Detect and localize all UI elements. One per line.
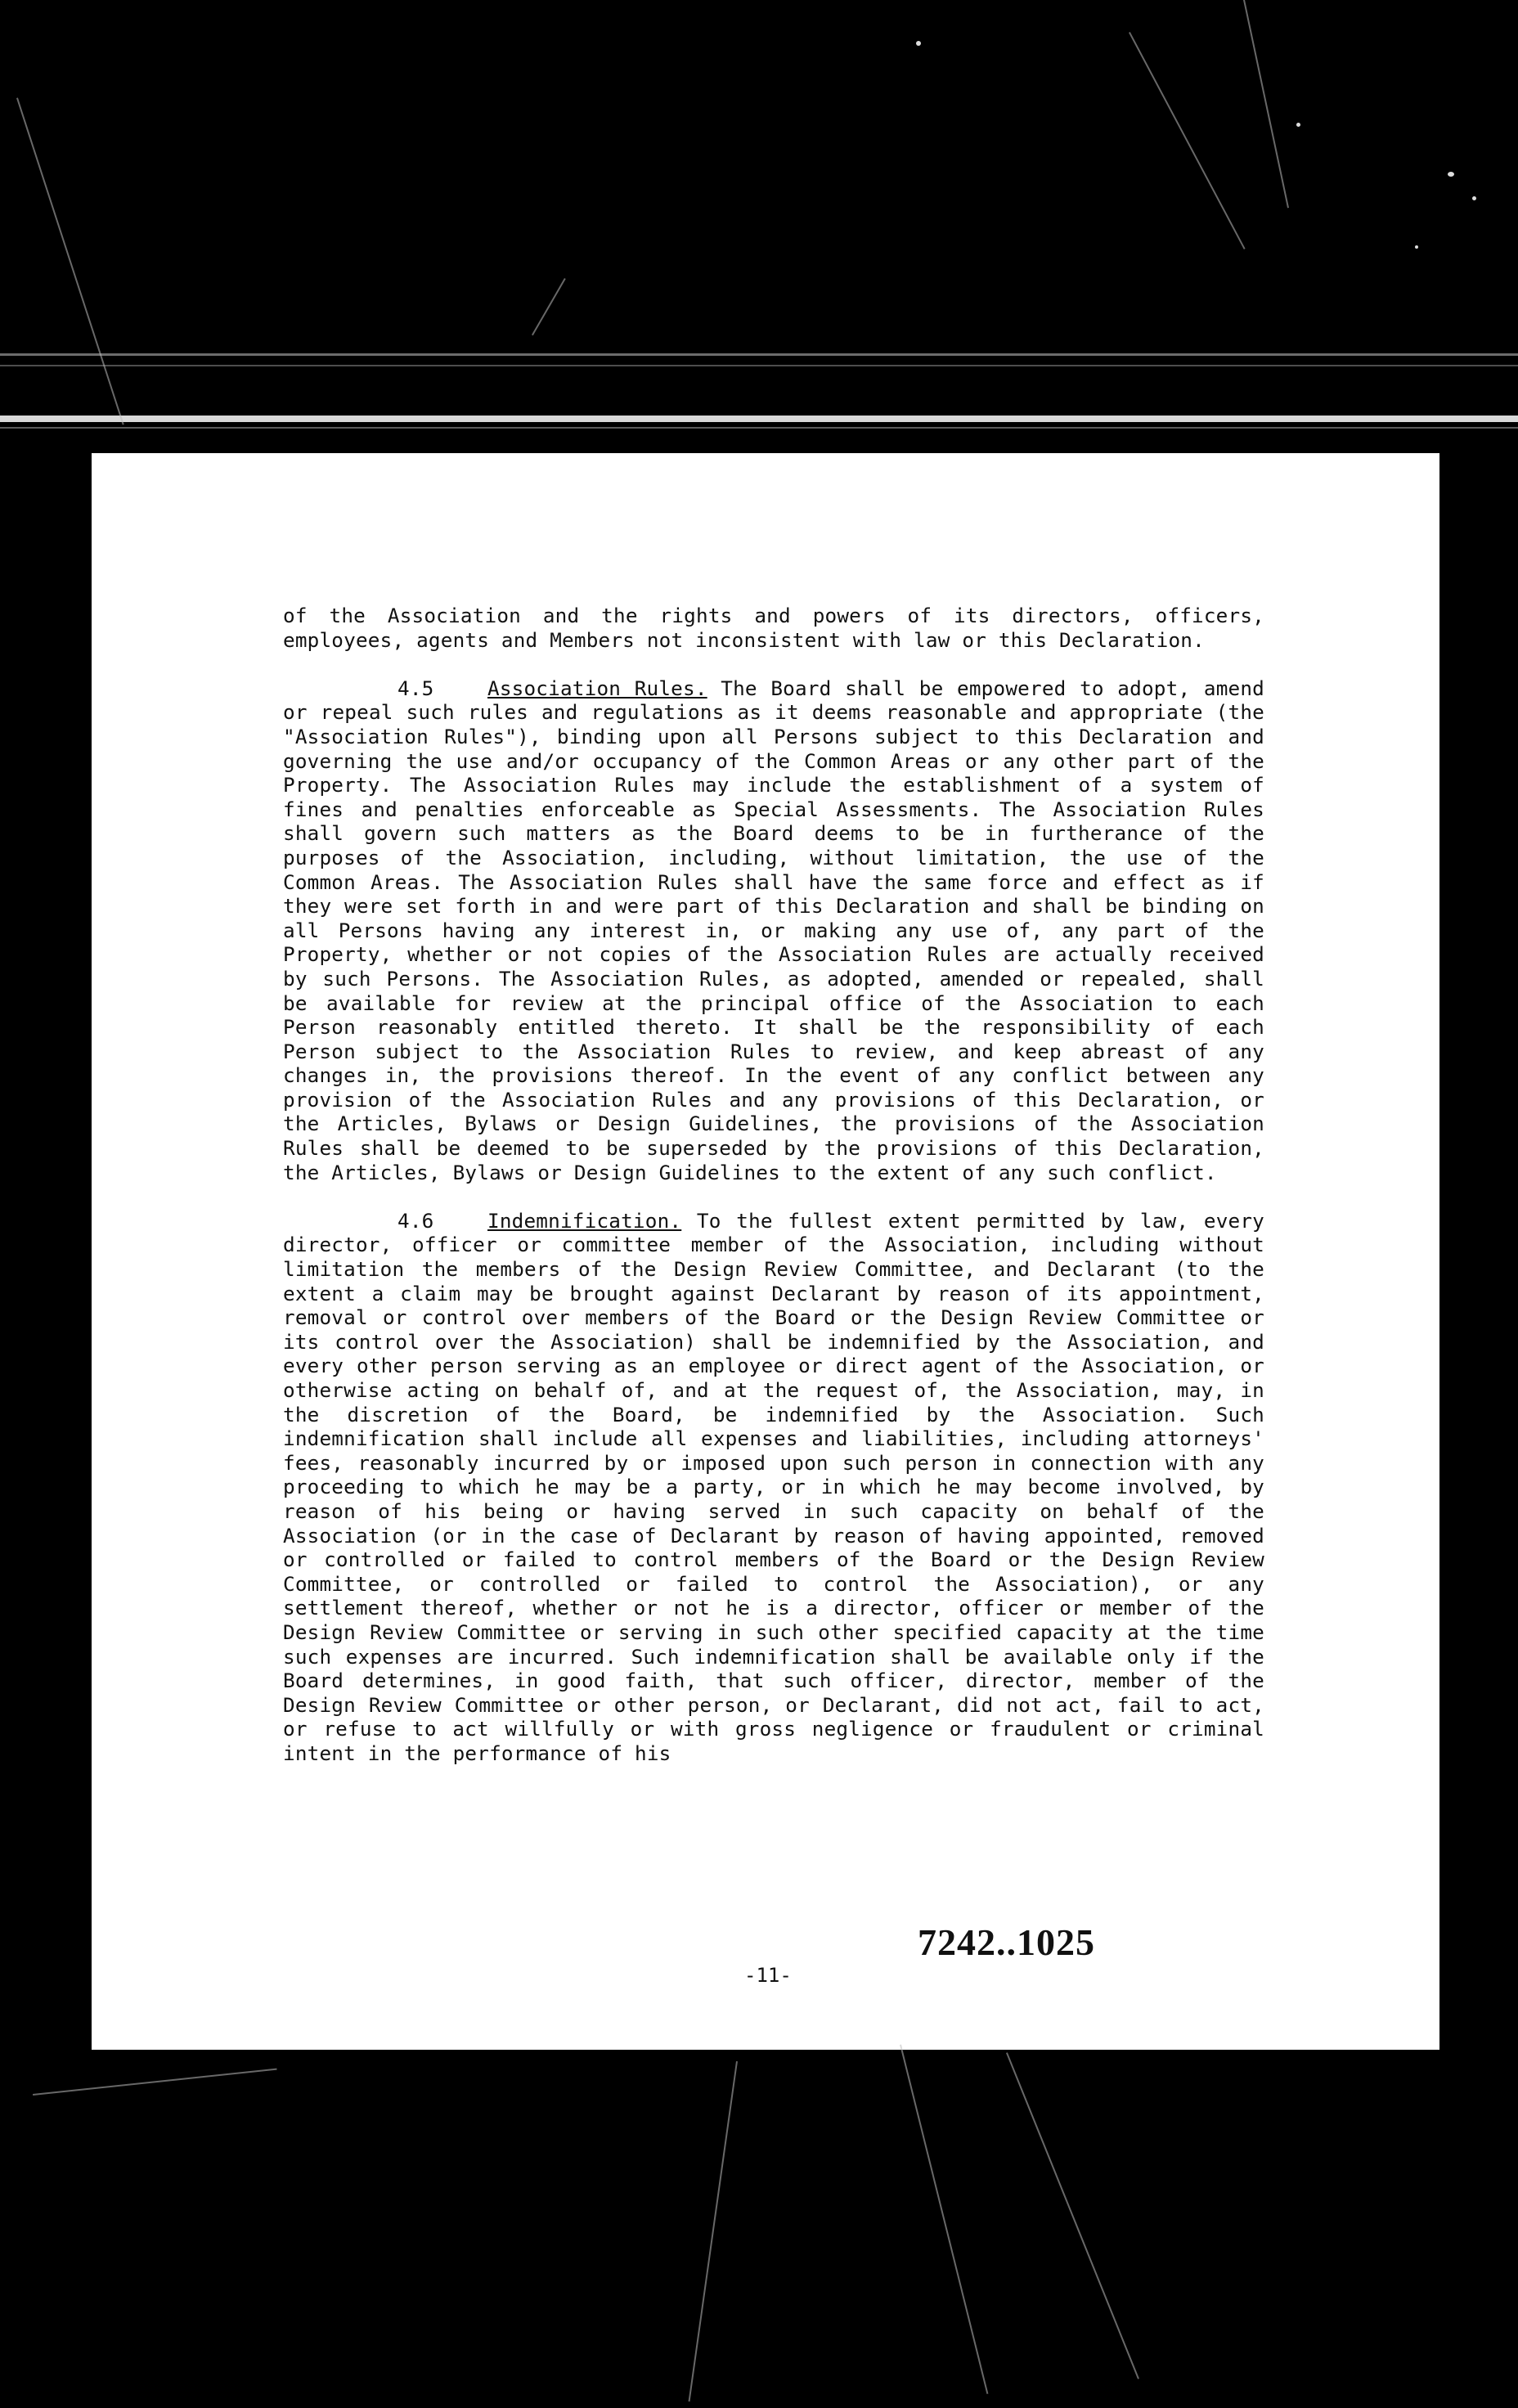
scan-speck xyxy=(916,41,921,46)
document-body xyxy=(283,604,1264,1790)
document-page xyxy=(92,453,1439,2050)
scan-artifact-band xyxy=(0,353,1518,356)
section-heading: Indemnification. xyxy=(487,1208,682,1233)
section-4-5 xyxy=(283,676,1264,1184)
section-body: To the fullest extent permitted by law, every director, officer or committee member of the Association, including without limitation the members of the Design Review Committee, and Declarant (to the extent a claim may be brought against Declarant by reason of its appointment, removal or control over members of the Board or the Design Review Committee or its control over the Association) shall be indemnified by the Association, and every other person serving as an employee or direct agent of the Association, or otherwise acting on behalf of, and at the request of, the Association, may, in the discretion of the Board, be indemnified by the Association. Such indemnification shall include all expenses and liabilities, including attorneys' fees, reasonably incurred by or imposed upon such person in connection with any proceeding to which he may be a party, or in which he may become involved, by reason of his being or having served in such capacity on behalf of the Association (or in the case of Declarant by reason of having appointed, removed or controlled or failed to control members of the Board or the Design Review Committee, or controlled or failed to control the Association), or any settlement thereof, whether or not he is a director, officer or member of the Design Review Committee or serving in such other specified capacity at the time such expenses are incurred. Such indemnification shall be available only if the Board determines, in good faith, that such officer, director, member of the Design Review Committee or other person, or Declarant, did not act, fail to act, or refuse to act willfully or with gross negligence or fraudulent or criminal intent in the performance of his xyxy=(283,1208,1265,1765)
section-body: The Board shall be empowered to adopt, amend or repeal such rules and regulations as it deems reasonable and appropriate (the "Association Rules"), binding upon all Persons subject to this Declaration and governing the use and/or occupancy of the Common Areas or any other part of the Property. The Association Rules may include the establishment of a system of fines and penalties enforceable as Special Assessments. The Association Rules shall govern such matters as the Board deems to be in furtherance of the purposes of the Association, including, without limitation, the use of the Common Areas. The Association Rules shall have the same force and effect as if they were set forth in and were part of this Declaration and shall be binding on all Persons having any interest in, or making any use of, any part of the Property, whether or not copies of the Association Rules are actually received by such Persons. The Association Rules, as adopted, amended or repealed, shall be available for review at the principal office of the Association to each Person reasonably entitled thereto. It shall be the responsibility of each Person subject to the Association Rules to review, and keep abreast of any changes in, the provisions thereof. In the event of any conflict between any provision of the Association Rules and any provisions of this Declaration, or the Articles, Bylaws or Design Guidelines, the provisions of the Association Rules shall be deemed to be superseded by the provisions of this Declaration, the Articles, Bylaws or Design Guidelines to the extent of any such conflict. xyxy=(283,676,1265,1184)
section-number: 4.5 xyxy=(397,676,434,700)
scan-artifact-band xyxy=(0,427,1518,429)
scan-border-bottom xyxy=(0,2050,1518,2408)
scan-artifact-band xyxy=(0,416,1518,422)
scan-speck xyxy=(1448,172,1454,177)
scan-border-top xyxy=(0,0,1518,442)
scan-speck xyxy=(1296,123,1300,127)
section-number: 4.6 xyxy=(397,1208,434,1233)
page-number: -11- xyxy=(744,1964,792,1987)
scan-speck xyxy=(1415,245,1418,249)
section-heading: Association Rules. xyxy=(487,676,707,700)
opening-paragraph: of the Association and the rights and powers of its directors, officers, employees, agents and Members not inconsistent with law or this Declaration. xyxy=(283,604,1264,652)
scan-artifact-band xyxy=(0,365,1518,366)
scan-speck xyxy=(1472,196,1476,200)
recording-stamp: 7242..1025 xyxy=(918,1921,1095,1963)
section-4-6 xyxy=(283,1209,1264,1766)
